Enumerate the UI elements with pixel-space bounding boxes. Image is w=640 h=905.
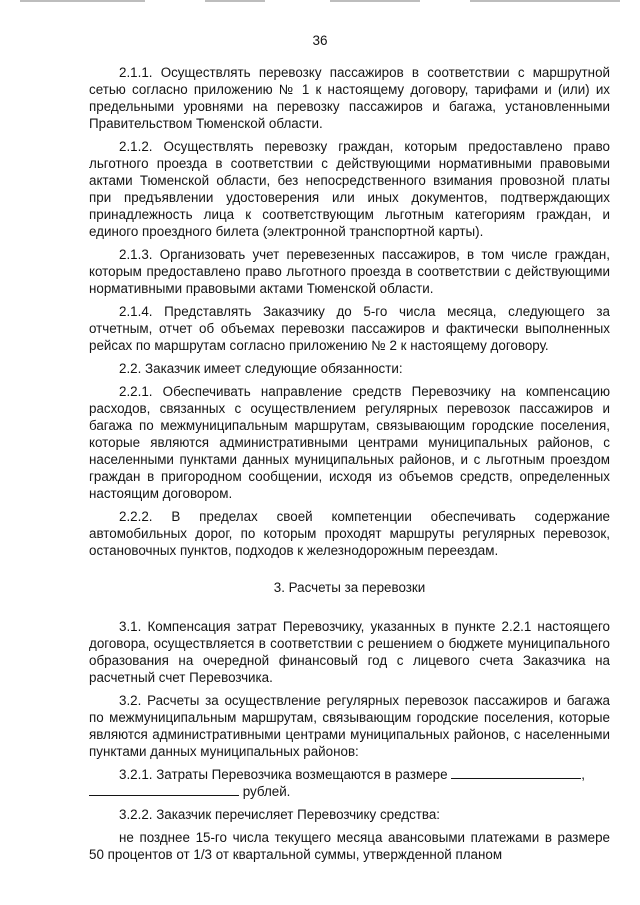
paragraph-2-1-1: 2.1.1. Осуществлять перевозку пассажиров в соответствии с маршрутной сетью согласно приложению № 1 к настоящему договору, тарифами и (или) их предельными уровнями на перевозку пассажиров и багажа, установленными Правительством Тюменской области. <box>89 65 610 131</box>
scan-mark <box>470 0 620 2</box>
paragraph-2-2-1: 2.2.1. Обеспечивать направление средств Перевозчику на компенсацию расходов, связанных с осуществлением регулярных перевозок пассажиров и багажа по межмуниципальным маршрутам, связывающим городские поселения, которые являются административными центрами муниципальных районов, с населенными пунктами данных муниципальных районов, и с льготным проездом граждан в пригородном сообщении, исходя из объемов средств, определенных настоящим договором. <box>89 384 610 501</box>
paragraph-2-2: 2.2. Заказчик имеет следующие обязанности: <box>119 361 403 376</box>
paragraph-3-2: 3.2. Расчеты за осуществление регулярных перевозок пассажиров и багажа по межмуниципальным маршрутам, связывающим городские поселения, которые являются административными центрами муниципальных районов, с населенными пунктами данных муниципальных районов: <box>89 693 610 759</box>
amount-blank-field[interactable] <box>451 766 581 779</box>
scan-mark <box>330 0 420 2</box>
section-3-heading: 3. Расчеты за перевозки <box>273 580 426 595</box>
paragraph-2-2-2: 2.2.2. В пределах своей компетенции обеспечивать содержание автомобильных дорог, по которым проходят маршруты регулярных перевозок, остановочных пунктов, подходов к железнодорожным переездам. <box>89 509 610 558</box>
comma: , <box>581 767 586 782</box>
document-body <box>89 64 610 869</box>
amount-words-blank-field[interactable] <box>89 783 239 796</box>
scan-mark <box>205 0 265 2</box>
page-number: 36 <box>312 33 328 48</box>
paragraph-2-1-2: 2.1.2. Осуществлять перевозку граждан, которым предоставлено право льготного проезда в соответствии с действующими нормативными правовыми актами Тюменской области, без непосредственного взимания провозной платы при предъявлении удостоверения или иных документов, подтверждающих принадлежность лица к соответствующим льготным категориям граждан, и единого проездного билета (электронной транспортной карты). <box>89 139 610 239</box>
paragraph-3-2-1-line2 <box>89 783 610 800</box>
paragraph-payment-terms: не позднее 15-го числа текущего месяца авансовыми платежами в размере 50 процентов от 1/3 от квартальной суммы, утвержденной планом <box>89 830 610 862</box>
paragraph-2-1-3: 2.1.3. Организовать учет перевезенных пассажиров, в том числе граждан, которым предоставлено право льготного проезда в соответствии с действующими нормативными правовыми актами Тюменской области. <box>89 247 610 296</box>
scan-top-edge-marks <box>0 0 640 6</box>
currency-label: рублей. <box>242 784 291 799</box>
paragraph-3-2-1-lead: 3.2.1. Затраты Перевозчика возмещаются в размере <box>119 767 448 782</box>
paragraph-3-2-1 <box>89 766 610 800</box>
paragraph-3-2-2: 3.2.2. Заказчик перечисляет Перевозчику средства: <box>119 807 441 822</box>
paragraph-2-1-4: 2.1.4. Представлять Заказчику до 5-го числа месяца, следующего за отчетным, отчет об объемах перевозки пассажиров и фактически выполненных рейсах по маршрутам согласно приложению № 2 к настоящему договору. <box>89 304 610 353</box>
scan-mark <box>20 0 145 2</box>
paragraph-3-1: 3.1. Компенсация затрат Перевозчику, указанных в пункте 2.2.1 настоящего договора, осуществляется в соответствии с решением о бюджете муниципального образования на очередной финансовый год с лицевого счета Заказчика на расчетный счет Перевозчика. <box>89 619 610 685</box>
